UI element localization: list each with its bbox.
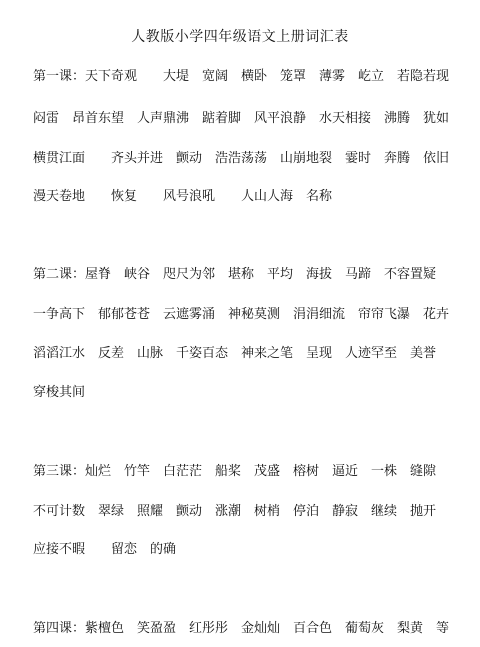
lesson-3-words-1: 灿烂 竹竿 白茫茫 船桨 茂盛 榕树 逼近 一株 缝隙 bbox=[85, 464, 437, 479]
lesson-2-line-1 bbox=[33, 266, 473, 284]
lesson-1-line-2: 闷雷 昂首东望 人声鼎沸 踮着脚 风平浪静 水天相接 沸腾 犹如 bbox=[33, 111, 450, 126]
lesson-4-line-1 bbox=[33, 620, 473, 638]
lesson-1-line-1 bbox=[33, 68, 473, 86]
lesson-4-label: 第四课： bbox=[33, 621, 86, 636]
lesson-3-line-3: 应接不暇 留恋 的确 bbox=[33, 542, 177, 557]
lesson-1-line-3: 横贯江面 齐头并进 颤动 浩浩荡荡 山崩地裂 霎时 奔腾 依旧 bbox=[33, 151, 450, 166]
lesson-1-label: 第一课： bbox=[33, 69, 86, 84]
lesson-2-line-2: 一争高下 郁郁苍苍 云遮雾涌 神秘莫测 涓涓细流 帘帘飞瀑 花卉 bbox=[33, 307, 450, 322]
document-title: 人教版小学四年级语文上册词汇表 bbox=[131, 29, 349, 45]
lesson-1-words-1: 天下奇观 大堤 宽阔 横卧 笼罩 薄雾 屹立 若隐若现 bbox=[85, 69, 450, 84]
lesson-3-line-1 bbox=[33, 463, 473, 481]
lesson-1-line-4: 漫天卷地 恢复 风号浪吼 人山人海 名称 bbox=[33, 189, 333, 204]
lesson-3-line-2: 不可计数 翠绿 照耀 颤动 涨潮 树梢 停泊 静寂 继续 抛开 bbox=[33, 504, 437, 519]
lesson-2-line-3: 滔滔江水 反差 山脉 千姿百态 神来之笔 呈现 人迹罕至 美誉 bbox=[33, 346, 437, 361]
lesson-3-label: 第三课： bbox=[33, 464, 86, 479]
lesson-2-line-4: 穿梭其间 bbox=[33, 385, 86, 400]
lesson-2-label: 第二课： bbox=[33, 267, 86, 282]
lesson-4-words-1: 紫檀色 笑盈盈 红彤彤 金灿灿 百合色 葡萄灰 梨黄 等 bbox=[85, 621, 450, 636]
lesson-2-words-1: 屋脊 峡谷 咫尺为邻 堪称 平均 海拔 马蹄 不容置疑 bbox=[85, 267, 437, 282]
